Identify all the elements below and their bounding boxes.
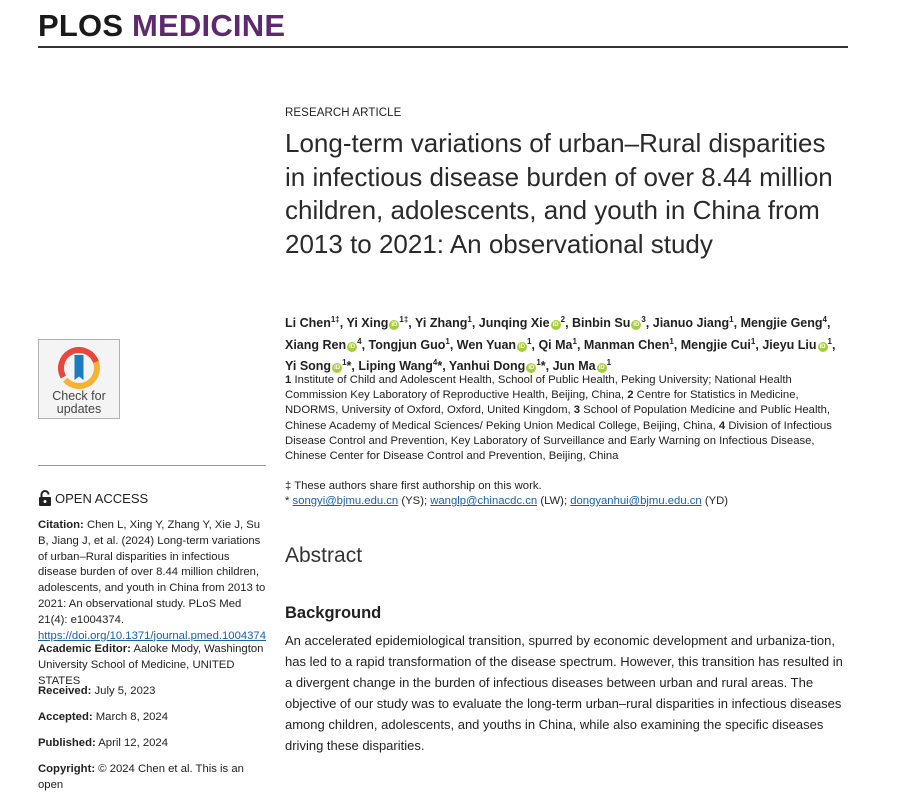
- author-name: Qi Ma: [538, 337, 573, 352]
- author-affiliation-sup: 1: [445, 336, 450, 346]
- abstract-heading: Abstract: [285, 544, 363, 567]
- orcid-icon[interactable]: iD: [391, 322, 398, 329]
- equal-contribution-note: ‡ These authors share first authorship on this work.: [285, 480, 542, 492]
- orcid-icon[interactable]: iD: [528, 365, 535, 372]
- orcid-icon[interactable]: iD: [552, 322, 559, 329]
- author-name: Yi Xing: [346, 316, 389, 331]
- author-separator: ,: [339, 316, 347, 331]
- author-affiliation-sup: 1: [750, 336, 756, 346]
- author-affiliation-sup: 4: [822, 315, 827, 324]
- sidebar-rule: [38, 465, 266, 466]
- orcid-icon[interactable]: iD: [519, 343, 526, 350]
- crossmark-icon: [58, 347, 100, 389]
- author-affiliation-sup: 1: [536, 358, 541, 368]
- correspondence-line: [285, 494, 850, 509]
- email-tag-yd: (YD): [704, 495, 729, 508]
- academic-editor: [38, 642, 268, 689]
- author-affiliation-sup: 1: [827, 336, 832, 346]
- author-name: Xiang Ren: [285, 337, 347, 352]
- background-heading: Background: [285, 604, 382, 622]
- article-type: RESEARCH ARTICLE: [285, 107, 402, 119]
- check-for-updates-badge[interactable]: [38, 339, 120, 419]
- author-affiliation-sup: 3: [641, 315, 646, 324]
- orcid-icon[interactable]: iD: [349, 343, 356, 350]
- correspondence-star: *: [285, 495, 290, 508]
- email-link-yd[interactable]: dongyanhui@bjmu.edu.cn: [570, 495, 702, 508]
- published-value: April 12, 2024: [98, 737, 168, 749]
- author-list: [285, 311, 850, 376]
- author-notes: [285, 479, 850, 509]
- author-affiliation-sup: 1: [342, 358, 347, 368]
- author-separator: ,: [755, 337, 763, 352]
- author-name: Yi Zhang: [415, 316, 468, 331]
- header-rule: [38, 46, 848, 48]
- author-name: Wen Yuan: [456, 337, 517, 352]
- author-separator: ,: [831, 337, 836, 352]
- author-affiliation-sup: 1‡: [399, 315, 409, 324]
- editor-text: Aaloke Mody, Washington University School of Medicine, UNITED STATES: [38, 643, 264, 687]
- open-lock-icon: [38, 490, 52, 506]
- author-affiliation-sup: 4: [357, 336, 362, 346]
- author-name: Junqing Xie: [478, 316, 550, 331]
- citation-block: [38, 518, 268, 644]
- affiliation-text: Centre for Statistics in Medicine, NDORMS, University of Oxford, Oxford, United Kingdom,: [285, 389, 799, 417]
- article-title: Long-term variations of urban–Rural disparities in infectious disease burden of over 8.44 million children, adolescents, and youth in China from 2013 to 2021: An observational study: [285, 128, 833, 259]
- orcid-icon[interactable]: iD: [819, 343, 826, 350]
- received-label: Received:: [38, 685, 92, 697]
- citation-label: Citation:: [38, 519, 84, 531]
- author-separator: ,: [673, 337, 681, 352]
- published-date: [38, 736, 268, 752]
- author-name: Jieyu Liu: [762, 337, 817, 352]
- doi-link[interactable]: https://doi.org/10.1371/journal.pmed.1004374: [38, 629, 266, 642]
- affiliation-text: Division of Infectious Disease Control and Prevention, Key Laboratory of Surveillance and Early Warning on Infectious Disease, Chinese Center for Disease Control and Prevention, Beijing, China: [285, 419, 832, 463]
- affiliation-text: School of Population Medicine and Public Health, Chinese Academy of Medical Sciences/ Peking Union Medical College, Beijing, China,: [285, 404, 831, 432]
- masthead-medicine: MEDICINE: [132, 8, 286, 43]
- email-tag-lw: (LW);: [540, 495, 568, 508]
- author-separator: ,: [645, 316, 653, 331]
- check-line2: updates: [56, 402, 102, 416]
- affiliation-number: 4: [718, 419, 726, 432]
- author-affiliation-sup: 1: [606, 358, 612, 368]
- orcid-icon[interactable]: iD: [334, 365, 341, 372]
- author-separator: ,: [565, 316, 573, 331]
- author-affiliation-sup: 4: [432, 358, 438, 368]
- citation-text: Chen L, Xing Y, Zhang Y, Xie J, Su B, Jiang J, et al. (2024) Long-term variations of urban–Rural disparities in infectious disease burden of over 8.44 million children, adolescents, and youth in China from 2013 to 2021: An observational study. PLoS Med 21(4): e1004374.: [38, 519, 266, 626]
- author-separator: ,: [449, 337, 457, 352]
- masthead-plos: PLOS: [38, 8, 124, 43]
- author-name: Yi Song: [285, 359, 332, 374]
- author-separator: ,: [576, 337, 584, 352]
- copyright-label: Copyright:: [38, 763, 96, 775]
- author-name: Mengjie Cui: [680, 337, 751, 352]
- author-name: Yanhui Dong: [448, 359, 526, 374]
- author-name: Li Chen: [285, 316, 331, 331]
- author-separator: ,: [408, 316, 416, 331]
- author-name: Liping Wang: [358, 359, 433, 374]
- email-tag-ys: (YS);: [401, 495, 428, 508]
- author-name: Manman Chen: [583, 337, 670, 352]
- journal-masthead: [38, 8, 285, 44]
- author-name: Jianuo Jiang: [652, 316, 730, 331]
- author-name: Tongjun Guo: [368, 337, 446, 352]
- received-date: [38, 684, 268, 700]
- email-link-lw[interactable]: wanglp@chinacdc.cn: [430, 495, 538, 508]
- affiliation-number: 3: [573, 404, 581, 417]
- author-affiliation-sup: 1: [467, 315, 472, 324]
- author-separator: ,: [471, 316, 479, 331]
- author-separator: *,: [437, 359, 449, 374]
- published-label: Published:: [38, 737, 96, 749]
- author-affiliation-sup: 1: [527, 336, 532, 346]
- check-line1: Check for: [52, 389, 106, 403]
- copyright-line: [38, 762, 268, 794]
- copyright-text: © 2024 Chen et al. This is an open: [38, 763, 244, 791]
- author-separator: ,: [531, 337, 539, 352]
- open-access-text: OPEN ACCESS: [55, 490, 149, 506]
- orcid-icon[interactable]: iD: [598, 365, 605, 372]
- affiliation-text: Institute of Child and Adolescent Health, School of Public Health, Peking University; National Health Commission Key Laboratory of Reproductive Health, Beijing, China,: [285, 374, 792, 402]
- accepted-label: Accepted:: [38, 711, 93, 723]
- author-name: Mengjie Geng: [740, 316, 823, 331]
- author-name: Jun Ma: [552, 359, 596, 374]
- author-affiliation-sup: 1: [729, 315, 734, 324]
- affiliations: [285, 373, 850, 464]
- affiliation-number: 2: [627, 389, 634, 402]
- accepted-date: [38, 710, 268, 726]
- author-separator: *,: [346, 359, 359, 374]
- open-access-label: [38, 490, 148, 506]
- affiliation-number: 1: [285, 374, 292, 386]
- author-separator: ,: [733, 316, 741, 331]
- background-text: An accelerated epidemiological transition, spurred by economic development and urbaniza-tion, has led to a rapid transformation of the disease spectrum. However, this transition has resulted in a divergent change in the burden of infectious diseases between urban and rural areas. The objective of our study was to evaluate the long-term urban–rural disparities in infectious diseases among children, adolescents, and youths in China, while also examining the specific diseases driving these disparities.: [285, 633, 843, 753]
- editor-label: Academic Editor:: [38, 643, 131, 655]
- author-affiliation-sup: 2: [560, 315, 566, 324]
- author-affiliation-sup: 1: [669, 336, 674, 346]
- author-separator: ,: [826, 316, 831, 331]
- email-link-ys[interactable]: songyi@bjmu.edu.cn: [292, 495, 399, 508]
- author-separator: ,: [361, 337, 369, 352]
- author-separator: *,: [540, 359, 553, 374]
- author-affiliation-sup: 1‡: [330, 315, 340, 324]
- accepted-value: March 8, 2024: [95, 711, 168, 723]
- received-value: July 5, 2023: [94, 685, 156, 697]
- orcid-icon[interactable]: iD: [633, 322, 640, 329]
- author-affiliation-sup: 1: [572, 336, 577, 346]
- author-name: Binbin Su: [572, 316, 631, 331]
